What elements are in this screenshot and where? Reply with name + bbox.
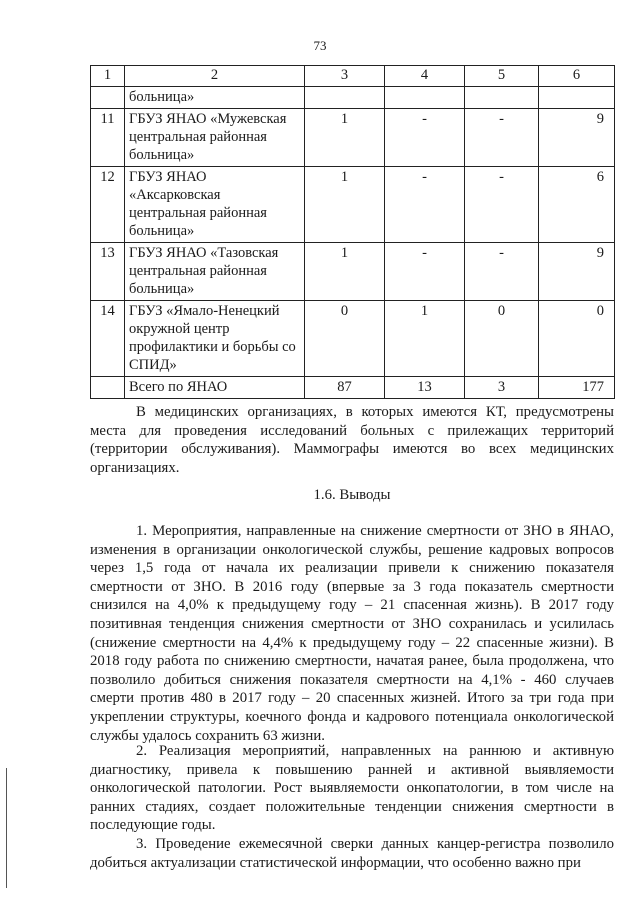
organization-name: ГБУЗ ЯНАО «Мужевская центральная районная больница» (125, 109, 305, 167)
page-number: 73 (313, 38, 327, 53)
value-col6: 0 (539, 301, 615, 377)
conclusion-paragraph-3: 3. Проведение ежемесячной сверки данных канцер-регистра позволило добиться актуализации статистической информации, что особенно важно при (90, 836, 614, 871)
total-col6: 177 (539, 377, 615, 399)
table-header-row (91, 66, 615, 87)
organization-name: ГБУЗ ЯНАО «Аксарковская центральная районная больница» (125, 167, 305, 243)
value-col6: 9 (539, 109, 615, 167)
row-number: 11 (91, 109, 125, 167)
conclusion-paragraph-2: 2. Реализация мероприятий, направленных на раннюю и активную диагностику, привела к повышению ранней и активной выявляемости онкологической патологии. Рост выявляемости онкопатологии, в том числе на ранних стадиях, создает положительные тенденции снижения смертности в последующие годы. (90, 743, 614, 834)
table-header-cell: 2 (125, 66, 305, 87)
value-col5: 0 (465, 301, 539, 377)
value-col5 (465, 87, 539, 109)
section-heading: 1.6. Выводы (313, 487, 391, 503)
table-header-cell: 6 (539, 66, 615, 87)
table-row (91, 167, 615, 243)
value-col6 (539, 87, 615, 109)
value-col3: 1 (305, 167, 385, 243)
row-number (91, 87, 125, 109)
value-col3: 0 (305, 301, 385, 377)
total-col5: 3 (465, 377, 539, 399)
value-col3: 1 (305, 243, 385, 301)
total-col3: 87 (305, 377, 385, 399)
value-col5: - (465, 109, 539, 167)
value-col4: 1 (385, 301, 465, 377)
table-row (91, 243, 615, 301)
organization-name: ГБУЗ «Ямало-Ненецкий окружной центр профилактики и борьбы со СПИД» (125, 301, 305, 377)
value-col5: - (465, 167, 539, 243)
kt-paragraph: В медицинских организациях, в которых имеются КТ, предусмотрены места для проведения исследований больных с прилежащих территорий (территории обслуживания). Маммографы имеются во всех медицинских организациях. (90, 404, 614, 476)
table-header-cell: 4 (385, 66, 465, 87)
value-col5: - (465, 243, 539, 301)
row-number: 13 (91, 243, 125, 301)
organization-name: больница» (125, 87, 305, 109)
value-col3 (305, 87, 385, 109)
total-label: Всего по ЯНАО (125, 377, 305, 399)
table-header-cell: 3 (305, 66, 385, 87)
table-row (91, 87, 615, 109)
value-col4: - (385, 109, 465, 167)
value-col6: 9 (539, 243, 615, 301)
organization-name: ГБУЗ ЯНАО «Тазовская центральная районная больница» (125, 243, 305, 301)
value-col4: - (385, 167, 465, 243)
row-number: 12 (91, 167, 125, 243)
table-header-cell: 5 (465, 66, 539, 87)
row-number: 14 (91, 301, 125, 377)
value-col3: 1 (305, 109, 385, 167)
table-row (91, 301, 615, 377)
total-col4: 13 (385, 377, 465, 399)
table-header-cell: 1 (91, 66, 125, 87)
table-row (91, 109, 615, 167)
total-blank-cell (91, 377, 125, 399)
conclusion-paragraph-1: 1. Мероприятия, направленные на снижение смертности от ЗНО в ЯНАО, изменения в организации онкологической службы, решение кадровых вопросов через 1,5 года от начала их реализации привели к снижению показателя смертности от ЗНО. В 2016 году (впервые за 3 года показатель смертности снизился на 4,0% к предыдущему году – 21 спасенная жизнь). В 2017 году позитивная тенденция снижения смертности от ЗНО сохранилась и усилилась (снижение смертности на 4,4% к предыдущему году – 22 спасенные жизни). В 2018 году работа по снижению смертности, начатая ранее, была продолжена, что позволило добиться снижения показателя смертности на 4,1% - 460 случаев смерти против 480 в 2017 году – 20 спасенных жизней. Итого за три года при укреплении структуры, коечного фонда и кадрового потенциала онкологической службы удалось сохранить 63 жизни. (90, 523, 614, 744)
table-total-row (91, 377, 615, 399)
value-col6: 6 (539, 167, 615, 243)
scan-edge-line (6, 768, 7, 888)
value-col4: - (385, 243, 465, 301)
ct-equipment-table (90, 65, 615, 399)
value-col4 (385, 87, 465, 109)
